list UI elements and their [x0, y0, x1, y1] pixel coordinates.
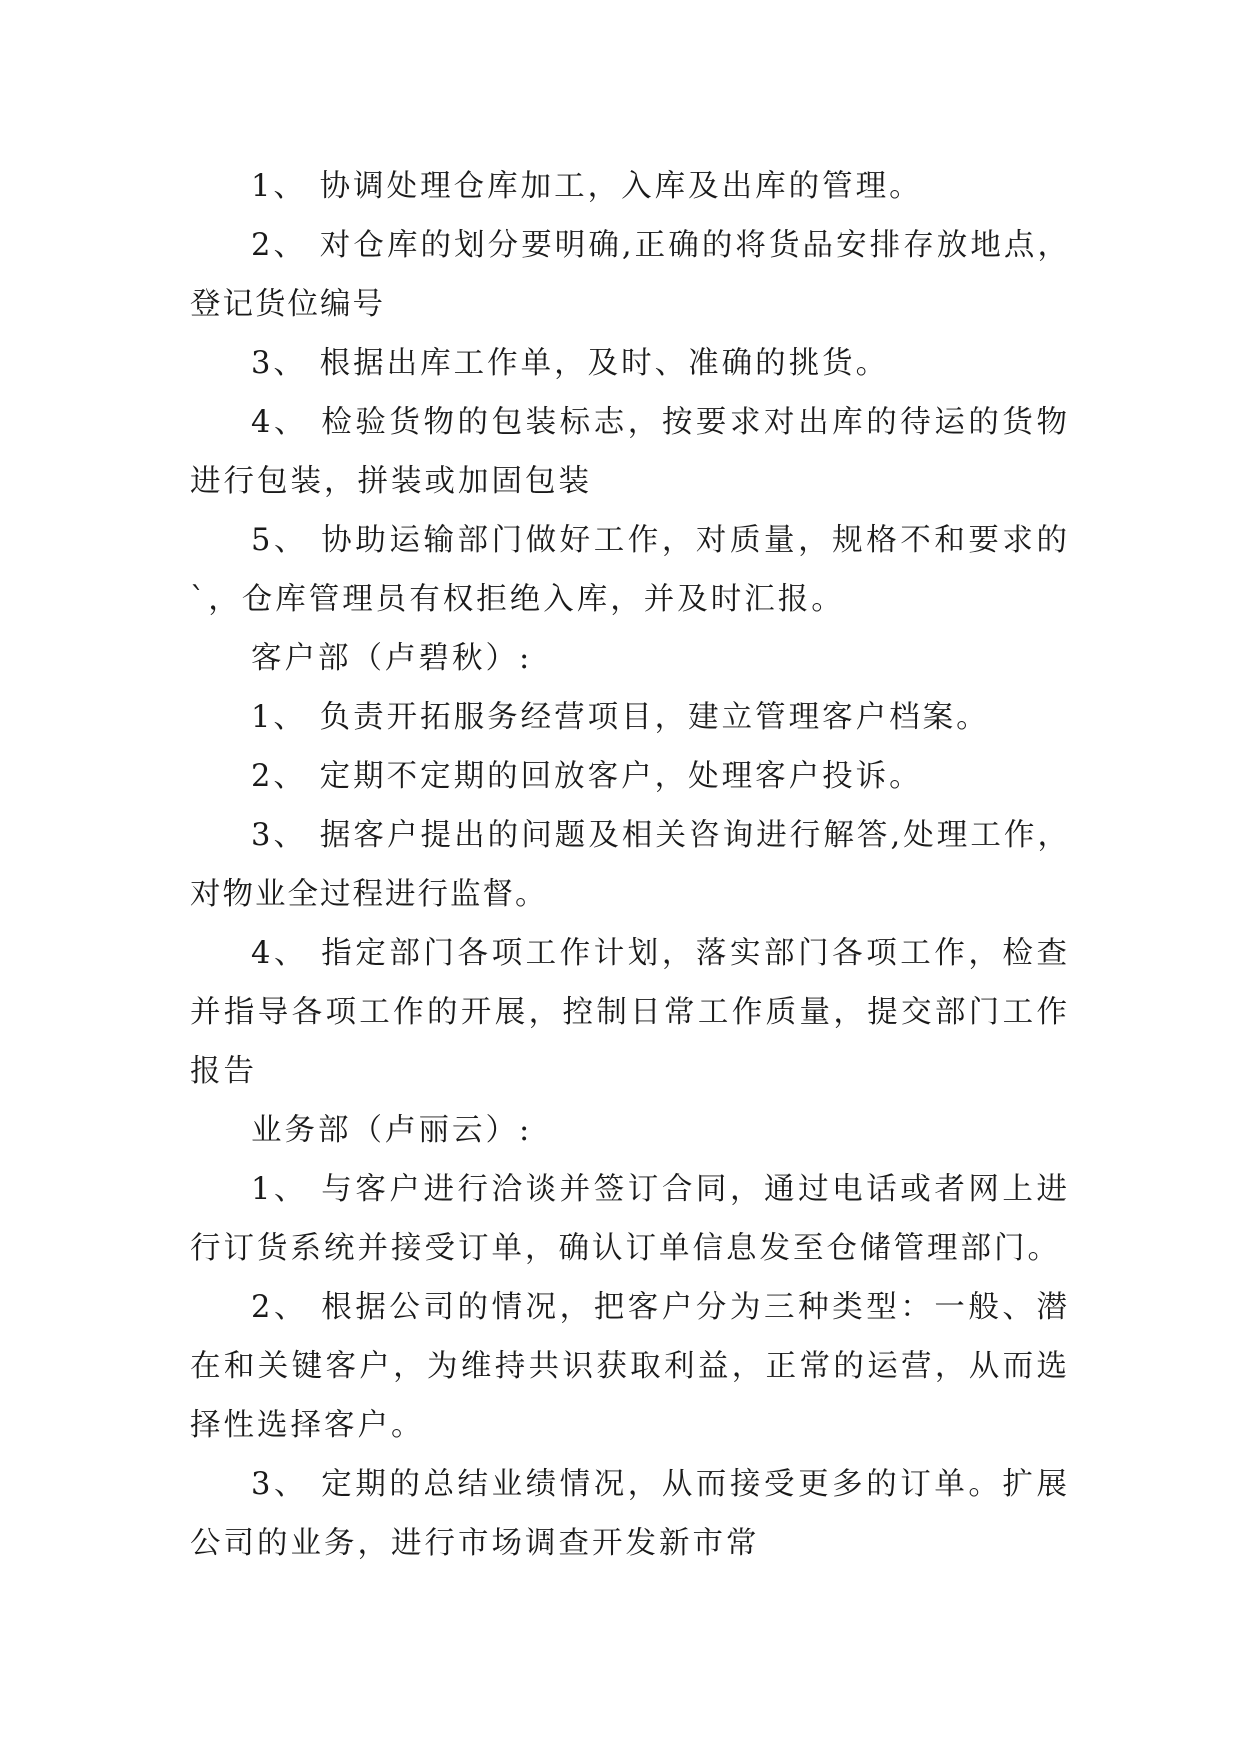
warehouse-duty-5: 5、 协助运输部门做好工作，对质量，规格不和要求的`，仓库管理员有权拒绝入库，并及时汇报。	[190, 523, 1070, 617]
business-duty-3: 3、 定期的总结业绩情况，从而接受更多的订单。扩展公司的业务，进行市场调查开发新市常	[190, 1467, 1070, 1561]
warehouse-duty-2: 2、 对仓库的划分要明确,正确的将货品安排存放地点，登记货位编号	[190, 228, 1070, 322]
customer-duty-1: 1、 负责开拓服务经营项目，建立管理客户档案。	[251, 700, 990, 735]
customer-duty-3: 3、 据客户提出的问题及相关咨询进行解答,处理工作，对物业全过程进行监督。	[190, 818, 1070, 912]
warehouse-duty-3: 3、 根据出库工作单，及时、准确的挑货。	[251, 346, 890, 381]
document-body	[190, 157, 1070, 1573]
customer-duty-4: 4、 指定部门各项工作计划，落实部门各项工作，检查并指导各项工作的开展，控制日常工作质量，提交部门工作报告	[190, 936, 1070, 1089]
customer-duty-2: 2、 定期不定期的回放客户，处理客户投诉。	[251, 759, 923, 794]
customer-dept-heading: 客户部（卢碧秋）:	[251, 641, 533, 676]
business-duty-2: 2、 根据公司的情况，把客户分为三种类型：一般、潜在和关键客户，为维持共识获取利益，正常的运营，从而选择性选择客户。	[190, 1290, 1070, 1443]
warehouse-duty-4: 4、 检验货物的包装标志，按要求对出库的待运的货物进行包装，拼装或加固包装	[190, 405, 1070, 499]
warehouse-duty-1: 1、 协调处理仓库加工，入库及出库的管理。	[251, 169, 923, 204]
business-dept-heading: 业务部（卢丽云）:	[251, 1113, 533, 1148]
business-duty-1: 1、 与客户进行洽谈并签订合同，通过电话或者网上进行订货系统并接受订单，确认订单信息发至仓储管理部门。	[190, 1172, 1070, 1266]
